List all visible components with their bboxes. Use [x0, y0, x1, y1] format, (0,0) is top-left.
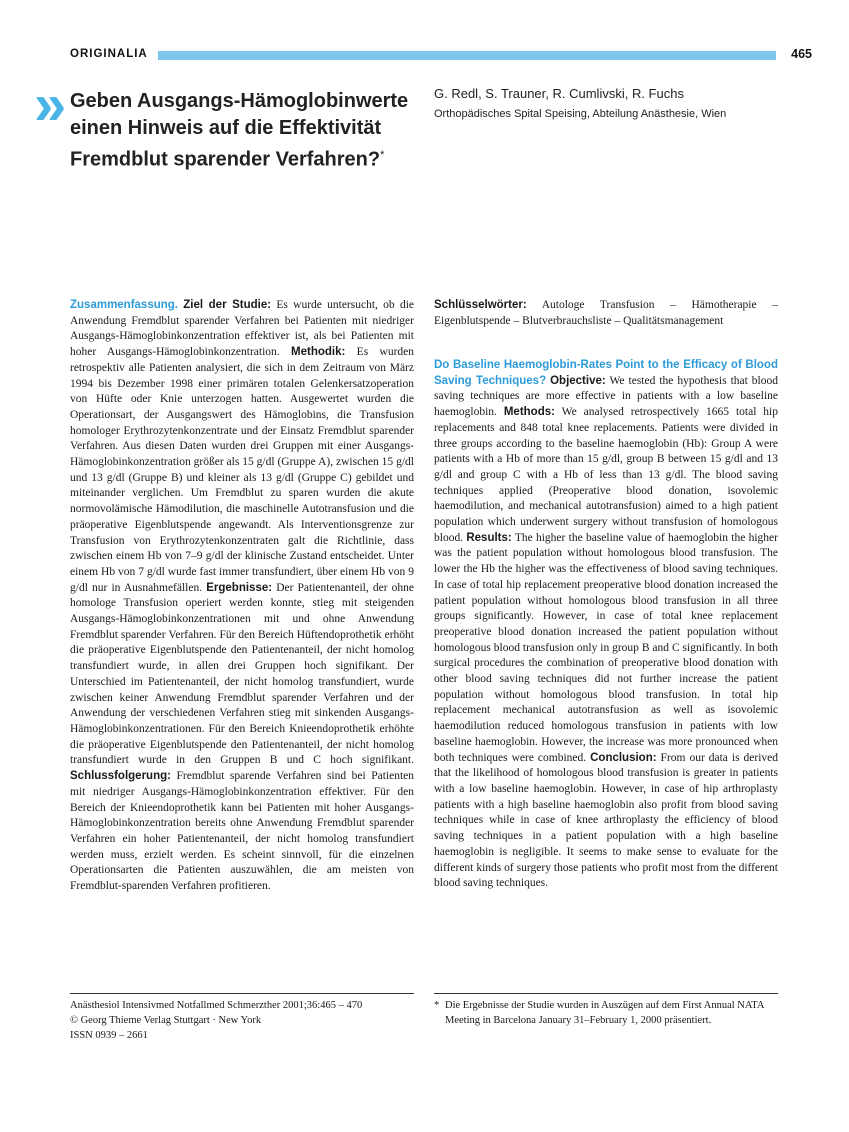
conclusion-label: Conclusion: [590, 751, 657, 764]
quote-mark-icon: » [34, 72, 67, 137]
citation-line-2: © Georg Thieme Verlag Stuttgart · New York [70, 1015, 262, 1026]
conclusion-text: From our data is derived that the likelihood of homologous blood transfusion is greater in patients with a low baseline haemoglobin. However, in case of hip arthroplasty patients with a high baseline haemoglobin also profit from blood saving techniques while in case of knee arthroplasty the efficiency of blood saving techniques in a patient population with a high baseline haemoglobin is negligible. It seems to make sense to evaluate for the different kinds of surgery those patients who profit most from the different blood saving techniques. [434, 751, 779, 890]
abstract-de-heading: Zusammenfassung. [70, 299, 178, 311]
abstract-english [434, 358, 778, 892]
authors: G. Redl, S. Trauner, R. Cumlivski, R. Fuchs [434, 86, 684, 101]
ergebnisse-text: Der Patientenanteil, der ohne homologe Transfusion operiert werden konnte, stieg mit steigenden Ausgangs-Hämoglobinkonzentrationen mit und ohne Anwendung Fremdblut sparender Verfahren. Für den Bereich Hüftendoprothetik erhöht die präoperative Eigenblutspende den Patientenanteil, der nicht homolog transfundiert wurde, in allen drei Gruppen hoch signifikant. Der Unterschied im Patientenanteil, der nicht homolog transfundiert, wurde zwischen keiner Anwendung Fremdblut sparender Verfahren und der Anwendung der verschiedenen Verfahren stieg mit sinkenden Ausgangs-Hämoglobinkonzentrationen. Für den Bereich Knieendoprothetik erhöhte die präoperative Eigenblutspende den Patientenanteil, der nicht homolog transfundiert wurde in den Gruppen B und C hoch signifikant. [70, 581, 415, 767]
ziel-text: Es wurde untersucht, ob die Anwendung Fremdblut sparender Verfahren bei Patienten mit niedriger Ausgangs-Hämoglobinkonzentration effektiver ist, als bei Patienten mit hoher Ausgangs-Hämoglobinkonzentration. [70, 299, 414, 359]
journal-citation [70, 998, 414, 1043]
keywords-text: Autologe Transfusion – Hämotherapie – Eigenblutspende – Blutverbrauchsliste – Qualitätsmanagement [434, 299, 778, 327]
citation-line-1: Anästhesiol Intensivmed Notfallmed Schmerzther 2001;36:465 – 470 [70, 1000, 363, 1011]
methodik-label: Methodik: [291, 346, 346, 359]
article-title [70, 88, 420, 174]
methods-text: We analysed retrospectively 1665 total hip replacements and 848 total knee replacements. Patients were divided in three groups according to the baseline haemoglobin (Hb): Group A were patients with a Hb of more than 15 g/dl, group B between 15 g/dl and 13 g/dl and group C with a Hb of less than 13 g/dl. The blood saving techniques applied (Preoperative blood donation, isovolemic haemodilution, and mechanical autotransfusion) aimed to a high patient population which underwent surgery without transfusion of homologous blood. [434, 406, 778, 544]
section-label: ORIGINALIA [70, 48, 148, 60]
page-number: 465 [791, 47, 812, 61]
abstract-german [70, 298, 414, 895]
methodik-text: Es wurden retrospektiv alle Patienten analysiert, die sich in dem Zeitraum von März 1994 bis Dezember 1998 einer primären totalen Gelenkersatzoperation von Hüfte oder Knie unterzogen hatten. Ausgewertet wurden die Operationsart, der Ausgangswert des Hämoglobins, die Transfusion homologer Erythrozytenkonzentrate und der Einsatz Fremdblut sparender Verfahren. Aus diesen Daten wurden drei Gruppen mit einer Ausgangs-Hämoglobinkonzentration größer als 15 g/dl (Gruppe A), zwischen 15 g/dl und 13 g/dl (Gruppe B) und kleiner als 13 g/dl (Gruppe C) gebildet und miteinander verglichen. Um Fremdblut zu sparen wurden die akute normovolämische Hämodilution, die maschinelle Autotransfusion und die präoperative Eigenblutspende angewandt. Als Interventionsgrenze zur Transfusion von Erythrozytenkonzentraten galt die Richtlinie, dass zwischen einem Hb von 7–9 g/dl der klinische Zustand entscheidet. Unter einem Hb von 7 g/dl wurde fast immer transfundiert, über einem Hb von 9 g/dl nur in Ausnahmefällen. [70, 346, 414, 594]
results-label: Results: [466, 531, 512, 544]
methods-label: Methods: [503, 406, 555, 419]
schluss-text: Fremdblut sparende Verfahren sind bei Patienten mit niedriger Ausgangs-Hämoglobinkonzentration effektiver. Für den Bereich der Knieendoprothetik kann bei Patienten mit hoher Ausgangs-Hämoglobinkonzentration bereits ohne Anwendung Fremdblut sparender Verfahren ein hoher Patientenanteil, der nicht homolog transfundiert werden muss, erzielt werden. Es scheint sinnvoll, für die einzelnen Operationsarten die Patienten auszuwählen, die am meisten von Fremdblut-sparenden Verfahren profitieren. [70, 770, 415, 893]
footnote-divider [434, 993, 778, 994]
ergebnisse-label: Ergebnisse: [206, 581, 273, 594]
ziel-label: Ziel der Studie: [183, 299, 272, 311]
keywords [434, 298, 778, 329]
footnote [434, 998, 778, 1028]
citation-divider [70, 993, 414, 994]
title-text: Geben Ausgangs-Hämoglobinwerte einen Hinweis auf die Effektivität Fremdblut sparender Verfahren? [70, 90, 409, 171]
citation-line-3: ISSN 0939 – 2661 [70, 1030, 148, 1041]
footnote-text: Die Ergebnisse der Studie wurden in Auszügen auf dem First Annual NATA Meeting in Barcelona January 31–February 1, 2000 präsentiert. [445, 1000, 764, 1026]
objective-label: Objective: [550, 374, 606, 387]
schluss-label: Schlussfolgerung: [70, 770, 171, 783]
header-bar [158, 51, 776, 60]
results-text: The higher the baseline value of haemoglobin the higher was the patient population without homologous blood transfusion. The lower the Hb the higher was the effectiveness of blood saving techniques. In case of total hip replacement preoperative blood donation increased the patient population without homologous blood transfusion in all three groups significantly. However, in case of total knee replacement preoperative blood donation increased the patient population without homologous blood transfusion only in group B and C significantly. In both surgical procedures the combination of preoperative blood donation with other blood saving techniques did not further increase the patient population without homologous blood transfusion. In total hip replacement mechanical autotransfusion as well as isovolemic haemodilution reduced homologous transfusion in patients with low baseline haemoglobin. However, the increase was more pronounced when both techniques were combined. [434, 531, 778, 764]
keywords-label: Schlüsselwörter: [434, 299, 527, 311]
abstract-en-heading: Do Baseline Haemoglobin-Rates Point to the Efficacy of Blood Saving Techniques? [434, 359, 778, 387]
title-footnote-marker: * [380, 149, 385, 161]
affiliation: Orthopädisches Spital Speising, Abteilung Anästhesie, Wien [434, 108, 727, 120]
objective-text: We tested the hypothesis that blood saving techniques are more effective in patients with a low baseline haemoglobin. [434, 374, 779, 419]
footnote-marker: * [434, 1000, 440, 1011]
